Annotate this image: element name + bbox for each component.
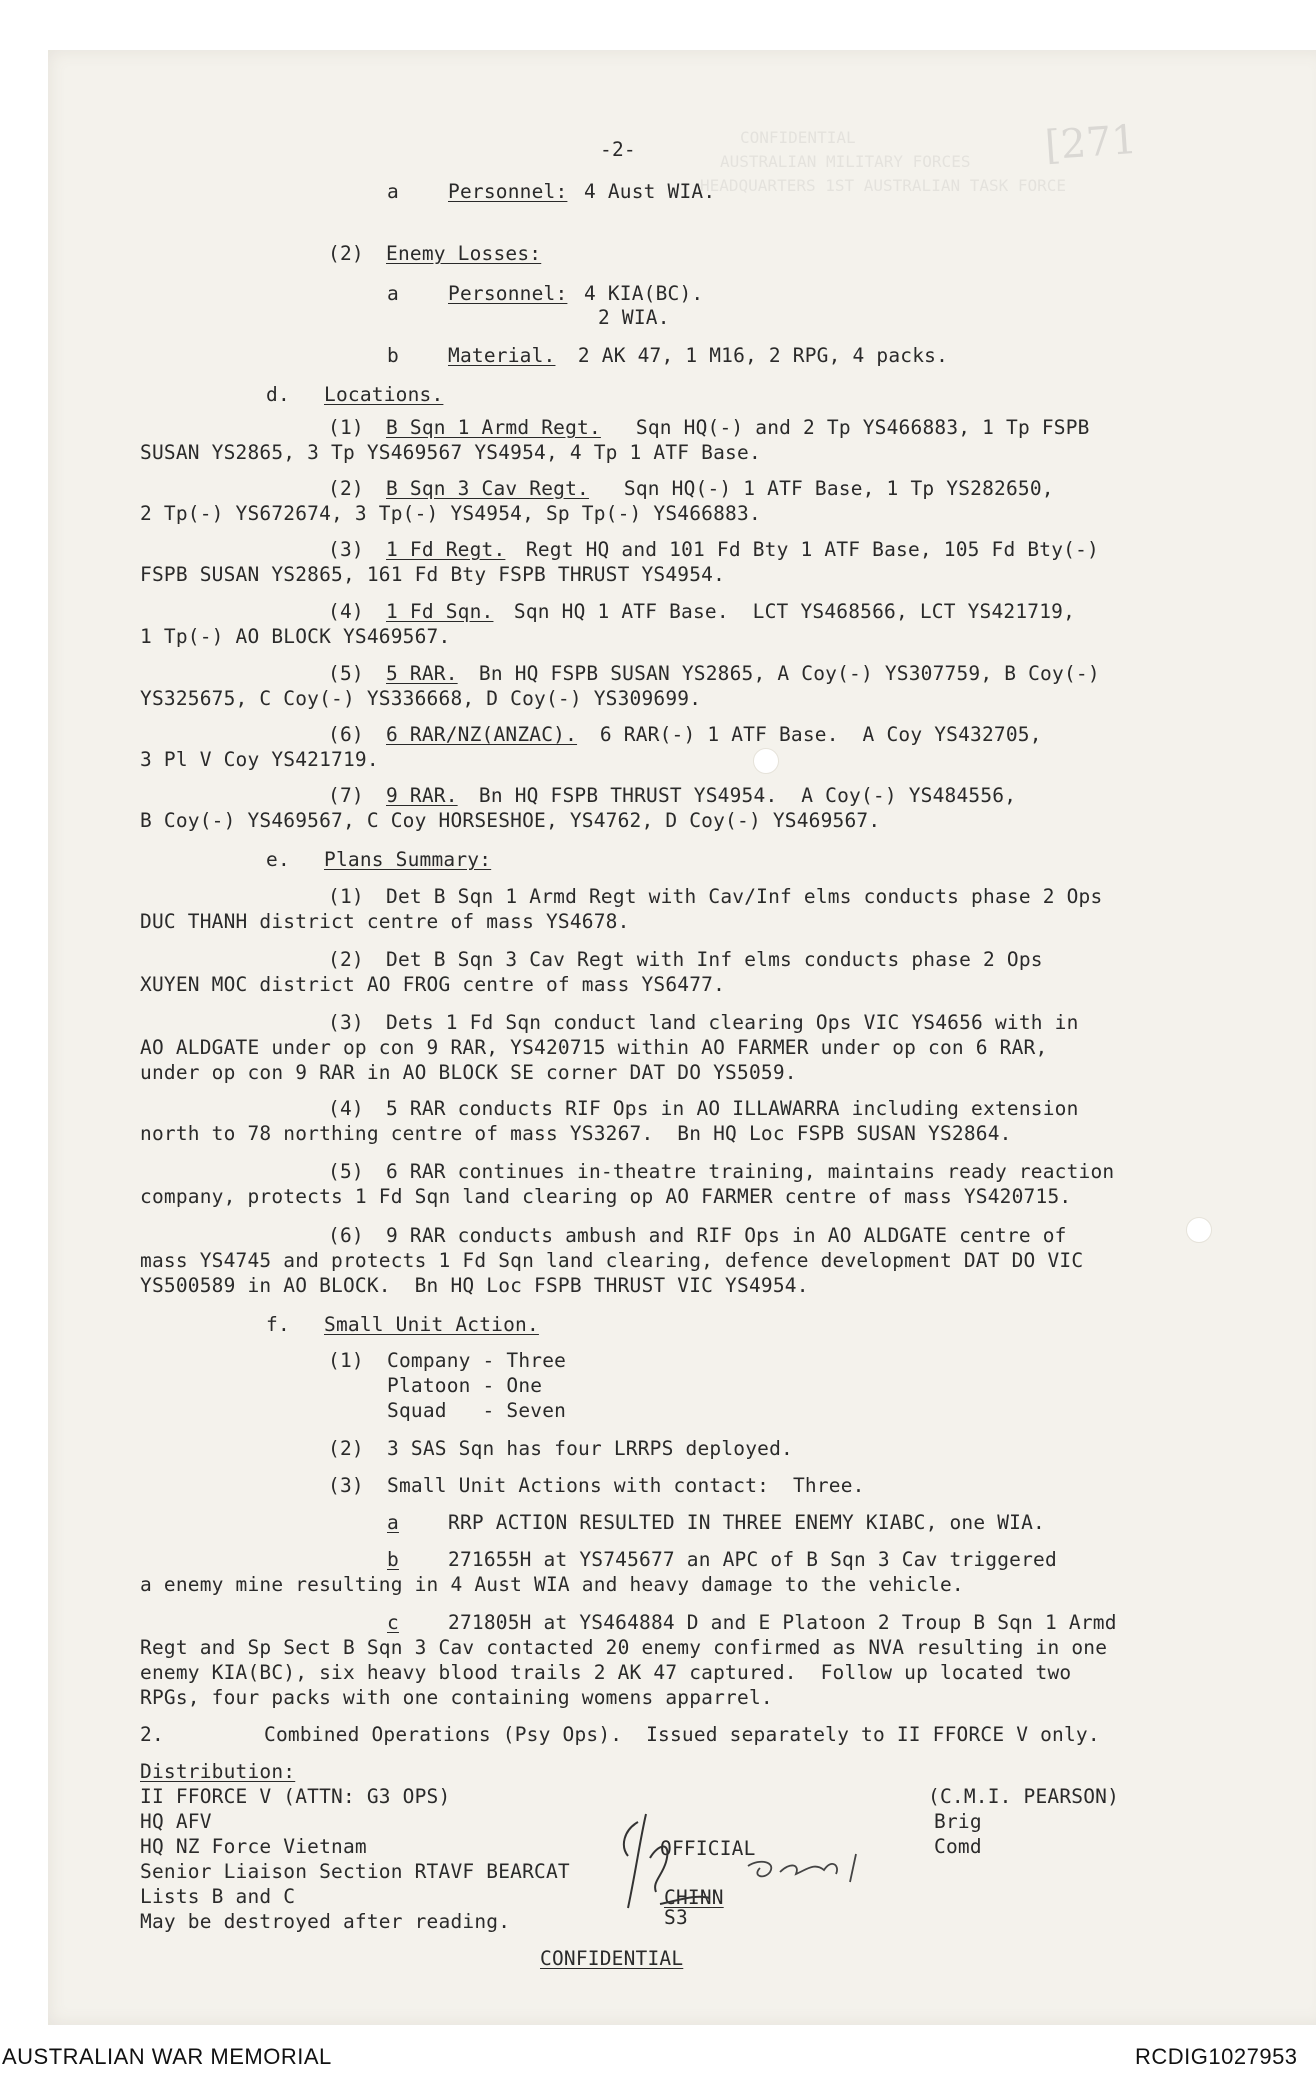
item-number: (6)	[328, 723, 364, 746]
paragraph-line: 271655H at YS745677 an APC of B Sqn 3 Cav triggered	[448, 1548, 1057, 1571]
paragraph-line: enemy KIA(BC), six heavy blood trails 2 AK 47 captured. Follow up located two	[140, 1661, 1072, 1684]
unit-name: B Sqn 1 Armd Regt.	[386, 416, 601, 439]
unit-name: 6 RAR/NZ(ANZAC).	[386, 723, 578, 746]
subsection-heading: Personnel:	[448, 282, 568, 305]
paragraph-line: Combined Operations (Psy Ops). Issued separately to II FFORCE V only.	[264, 1723, 1100, 1746]
item-number: (6)	[328, 1224, 364, 1247]
paragraph-line: DUC THANH district centre of mass YS4678.	[140, 910, 630, 933]
bleed-through-text: AUSTRALIAN MILITARY FORCES	[720, 152, 971, 171]
paragraph-line: 3 SAS Sqn has four LRRPS deployed.	[387, 1437, 793, 1460]
section-letter: e.	[266, 848, 290, 871]
signatory-name: (C.M.I. PEARSON)	[928, 1785, 1120, 1808]
item-number: (4)	[328, 1097, 364, 1120]
item-number: (7)	[328, 784, 364, 807]
item-letter: a	[387, 180, 399, 203]
classification-marking: CONFIDENTIAL	[540, 1947, 684, 1970]
section-letter: f.	[266, 1313, 290, 1336]
bleed-through-text: HEADQUARTERS 1ST AUSTRALIAN TASK FORCE	[700, 176, 1067, 195]
paragraph-line: 2 WIA.	[598, 306, 670, 329]
paragraph-line: YS325675, C Coy(-) YS336668, D Coy(-) YS309699.	[140, 687, 702, 710]
paragraph-line: 3 Pl V Coy YS421719.	[140, 748, 379, 771]
paragraph-line: a enemy mine resulting in 4 Aust WIA and heavy damage to the vehicle.	[140, 1573, 964, 1596]
distribution-line: HQ AFV	[140, 1810, 212, 1833]
item-number: (1)	[328, 1349, 364, 1372]
distribution-line: II FFORCE V (ATTN: G3 OPS)	[140, 1785, 451, 1808]
paragraph-line: 4 Aust WIA.	[572, 180, 716, 203]
subsection-heading: Enemy Losses:	[386, 242, 542, 265]
item-number: (2)	[328, 948, 364, 971]
item-letter: b	[387, 344, 399, 367]
unit-name: B Sqn 3 Cav Regt.	[386, 477, 589, 500]
item-number: (2)	[328, 1437, 364, 1460]
paragraph-line: 9 RAR conducts ambush and RIF Ops in AO ALDGATE centre of	[386, 1224, 1067, 1247]
paragraph-line: Small Unit Actions with contact: Three.	[387, 1474, 865, 1497]
section-letter: d.	[266, 383, 290, 406]
paragraph-line: RPGs, four packs with one containing womens apparrel.	[140, 1686, 773, 1709]
archive-footer-left: AUSTRALIAN WAR MEMORIAL	[2, 2044, 332, 2069]
paragraph-line: FSPB SUSAN YS2865, 161 Fd Bty FSPB THRUST YS4954.	[140, 563, 726, 586]
item-number: 2.	[140, 1723, 164, 1746]
paragraph-line: 2 AK 47, 1 M16, 2 RPG, 4 packs.	[554, 344, 949, 367]
paragraph-line: Dets 1 Fd Sqn conduct land clearing Ops VIC YS4656 with in	[386, 1011, 1079, 1034]
item-number: (5)	[328, 1160, 364, 1183]
officer-appointment: S3	[664, 1906, 688, 1929]
paragraph-line: 6 RAR continues in-theatre training, maintains ready reaction	[386, 1160, 1115, 1183]
item-number: (1)	[328, 885, 364, 908]
signatory-role: Comd	[934, 1835, 982, 1858]
pencil-folio-mark: [271	[1043, 116, 1139, 170]
item-number: (4)	[328, 600, 364, 623]
signatory-rank: Brig	[934, 1810, 982, 1833]
section-heading: Locations.	[324, 383, 444, 406]
item-letter: a	[387, 1511, 399, 1534]
paragraph-line: 1 Tp(-) AO BLOCK YS469567.	[140, 625, 451, 648]
item-number: (1)	[328, 416, 364, 439]
paragraph-line: under op con 9 RAR in AO BLOCK SE corner DAT DO YS5059.	[140, 1061, 797, 1084]
paragraph-line: AO ALDGATE under op con 9 RAR, YS420715 within AO FARMER under op con 6 RAR,	[140, 1036, 1048, 1059]
officer-name: CHINN	[664, 1886, 724, 1909]
paragraph-line: Company - Three	[387, 1349, 567, 1372]
paragraph-line: Sqn HQ 1 ATF Base. LCT YS468566, LCT YS421719,	[490, 600, 1076, 623]
paragraph-line: 4 KIA(BC).	[572, 282, 704, 305]
paragraph-line: Det B Sqn 3 Cav Regt with Inf elms conducts phase 2 Ops	[386, 948, 1043, 971]
item-number: (3)	[328, 1011, 364, 1034]
item-number: (5)	[328, 662, 364, 685]
paragraph-line: Squad - Seven	[387, 1399, 567, 1422]
punch-hole	[1186, 1217, 1212, 1243]
item-letter: b	[387, 1548, 399, 1571]
paragraph-line: Regt and Sp Sect B Sqn 3 Cav contacted 20 enemy confirmed as NVA resulting in one	[140, 1636, 1108, 1659]
paragraph-line: RRP ACTION RESULTED IN THREE ENEMY KIABC, one WIA.	[448, 1511, 1045, 1534]
paragraph-line: B Coy(-) YS469567, C Coy HORSESHOE, YS4762, D Coy(-) YS469567.	[140, 809, 881, 832]
item-number: (3)	[328, 538, 364, 561]
page-number: -2-	[600, 138, 636, 161]
distribution-line: HQ NZ Force Vietnam	[140, 1835, 367, 1858]
paragraph-line: 2 Tp(-) YS672674, 3 Tp(-) YS4954, Sp Tp(-) YS466883.	[140, 502, 761, 525]
item-number: (2)	[328, 242, 364, 265]
paragraph-line: Bn HQ FSPB THRUST YS4954. A Coy(-) YS484556,	[455, 784, 1017, 807]
official-stamp-text: OFFICIAL	[660, 1837, 756, 1860]
paragraph-line: 5 RAR conducts RIF Ops in AO ILLAWARRA including extension	[386, 1097, 1079, 1120]
paragraph-line: Det B Sqn 1 Armd Regt with Cav/Inf elms conducts phase 2 Ops	[386, 885, 1103, 908]
item-number: (3)	[328, 1474, 364, 1497]
bleed-through-text: CONFIDENTIAL	[740, 128, 856, 147]
unit-name: 9 RAR.	[386, 784, 458, 807]
distribution-heading: Distribution:	[140, 1760, 296, 1783]
paragraph-line: SUSAN YS2865, 3 Tp YS469567 YS4954, 4 Tp 1 ATF Base.	[140, 441, 761, 464]
paragraph-line: Sqn HQ(-) and 2 Tp YS466883, 1 Tp FSPB	[612, 416, 1090, 439]
paragraph-line: Sqn HQ(-) 1 ATF Base, 1 Tp YS282650,	[600, 477, 1054, 500]
punch-hole	[753, 748, 779, 774]
distribution-line: Senior Liaison Section RTAVF BEARCAT	[140, 1860, 570, 1883]
paragraph-line: XUYEN MOC district AO FROG centre of mass YS6477.	[140, 973, 726, 996]
archive-footer-right: RCDIG1027953	[1135, 2044, 1298, 2069]
paragraph-line: 6 RAR(-) 1 ATF Base. A Coy YS432705,	[576, 723, 1042, 746]
unit-name: 1 Fd Sqn.	[386, 600, 494, 623]
distribution-line: May be destroyed after reading.	[140, 1910, 511, 1933]
handwritten-signature	[600, 1800, 930, 1920]
paragraph-line: company, protects 1 Fd Sqn land clearing op AO FARMER centre of mass YS420715.	[140, 1185, 1072, 1208]
item-letter: a	[387, 282, 399, 305]
paragraph-line: mass YS4745 and protects 1 Fd Sqn land clearing, defence development DAT DO VIC	[140, 1249, 1084, 1272]
section-heading: Small Unit Action.	[324, 1313, 539, 1336]
item-letter: c	[387, 1611, 399, 1634]
item-number: (2)	[328, 477, 364, 500]
distribution-line: Lists B and C	[140, 1885, 296, 1908]
section-heading: Plans Summary:	[324, 848, 492, 871]
subsection-heading: Personnel:	[448, 180, 568, 203]
paragraph-line: YS500589 in AO BLOCK. Bn HQ Loc FSPB THRUST VIC YS4954.	[140, 1274, 809, 1297]
paragraph-line: north to 78 northing centre of mass YS3267. Bn HQ Loc FSPB SUSAN YS2864.	[140, 1122, 1012, 1145]
paragraph-line: Platoon - One	[387, 1374, 543, 1397]
unit-name: 1 Fd Regt.	[386, 538, 506, 561]
paragraph-line: Bn HQ FSPB SUSAN YS2865, A Coy(-) YS307759, B Coy(-)	[455, 662, 1100, 685]
paragraph-line: 271805H at YS464884 D and E Platoon 2 Troup B Sqn 1 Armd	[448, 1611, 1117, 1634]
subsection-heading: Material.	[448, 344, 556, 367]
paragraph-line: Regt HQ and 101 Fd Bty 1 ATF Base, 105 Fd Bty(-)	[502, 538, 1099, 561]
unit-name: 5 RAR.	[386, 662, 458, 685]
